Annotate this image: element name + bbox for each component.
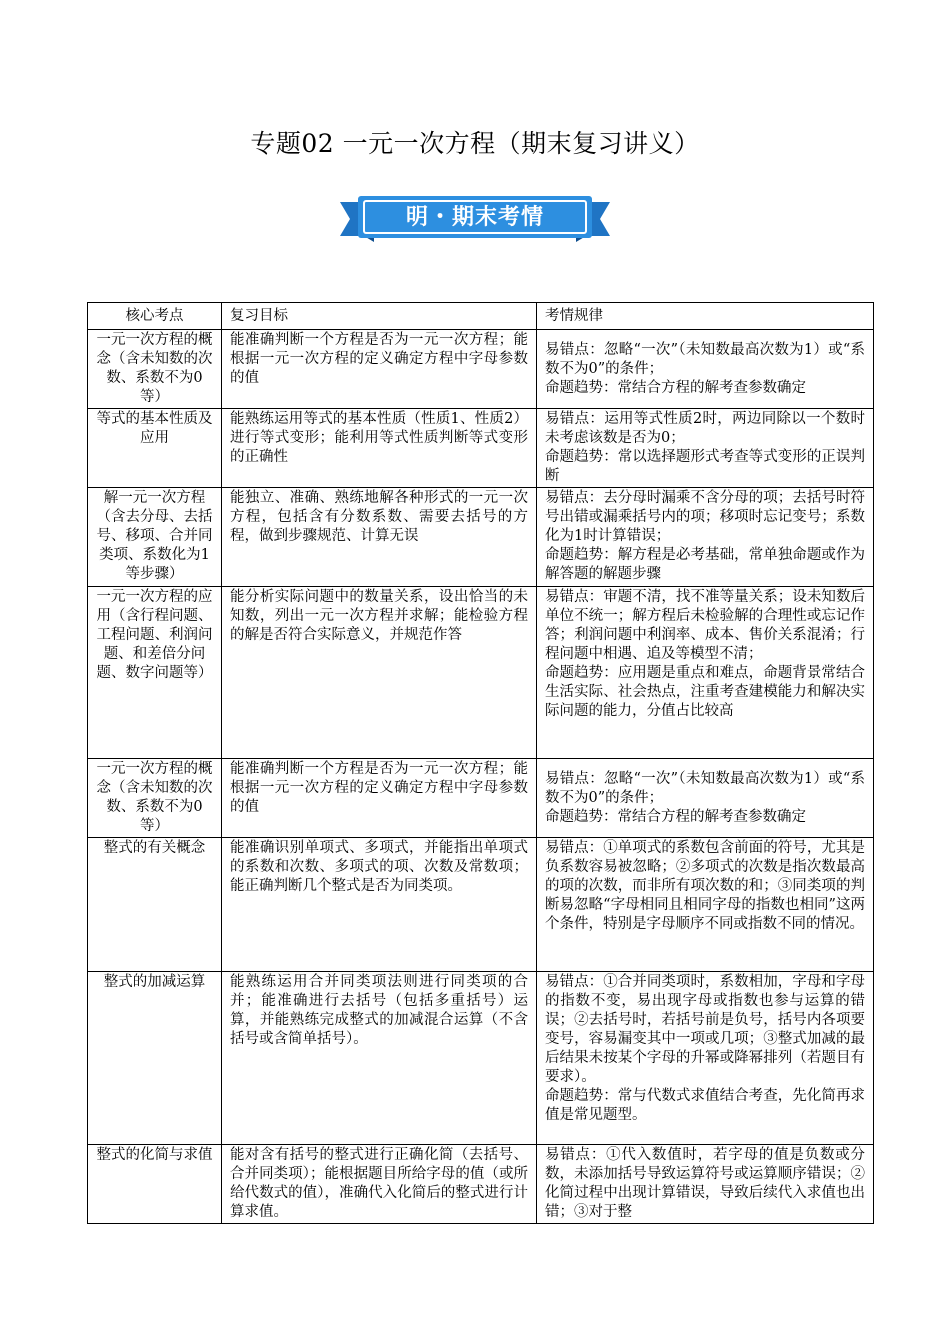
notes-cell [537,488,874,587]
goal-cell: 能独立、准确、熟练地解各种形式的一元一次方程，包括含有分数系数、需要去括号的方程，做到步骤规范、计算无误 [222,488,537,587]
notes-cell [537,972,874,1145]
note-line: 命题趋势：应用题是重点和难点，命题背景常结合生活实际、社会热点，注重考查建模能力和解决实际问题的能力，分值占比较高 [545,665,865,719]
section-banner [340,196,610,244]
goal-cell: 能对含有括号的整式进行正确化简（去括号、合并同类项）；能根据题目所给字母的值（或所给代数式的值），准确代入化简后的整式进行计算求值。 [222,1145,537,1224]
header-topic: 核心考点 [88,303,222,330]
note-line: 命题趋势：常以选择题形式考查等式变形的正误判断 [545,449,865,484]
topic-cell: 一元一次方程的概念（含未知数的次数、系数不为0等） [88,759,222,838]
note-line: 易错点：去分母时漏乘不含分母的项；去括号时符号出错或漏乘括号内的项；移项时忘记变号；系数化为1时计算错误； [545,490,865,544]
topic-cell: 一元一次方程的概念（含未知数的次数、系数不为0等） [88,330,222,409]
table-row [88,838,874,972]
table-header-row [88,303,874,330]
header-goal: 复习目标 [222,303,537,330]
topic-cell: 一元一次方程的应用（含行程问题、工程问题、利润问题、和差倍分问题、数字问题等） [88,587,222,759]
goal-cell: 能熟练运用合并同类项法则进行同类项的合并；能准确进行去括号（包括多重括号）运算，并能熟练完成整式的加减混合运算（不含括号或含简单括号）。 [222,972,537,1145]
note-line: 易错点：运用等式性质2时，两边同除以一个数时未考虑该数是否为0； [545,411,865,446]
exam-analysis-table [87,302,874,1224]
notes-cell [537,587,874,759]
topic-cell: 整式的化简与求值 [88,1145,222,1224]
topic-cell: 整式的有关概念 [88,838,222,972]
table-row [88,409,874,488]
table-row [88,972,874,1145]
note-line: 命题趋势：常结合方程的解考查参数确定 [545,808,806,825]
goal-cell: 能准确判断一个方程是否为一元一次方程；能根据一元一次方程的定义确定方程中字母参数的值 [222,330,537,409]
table-row [88,1145,874,1224]
topic-cell: 整式的加减运算 [88,972,222,1145]
notes-cell [537,330,874,409]
table-row [88,759,874,838]
table-row [88,488,874,587]
notes-cell [537,759,874,838]
page-title: 专题02 一元一次方程（期末复习讲义） [250,129,700,158]
notes-cell [537,838,874,972]
notes-cell [537,409,874,488]
goal-cell: 能准确识别单项式、多项式，并能指出单项式的系数和次数、多项式的项、次数及常数项；能正确判断几个整式是否为同类项。 [222,838,537,972]
table-row [88,330,874,409]
table-row [88,587,874,759]
header-notes: 考情规律 [537,303,874,330]
note-line: 易错点：①代入数值时，若字母的值是负数或分数，未添加括号导致运算符号或运算顺序错误；②化简过程中出现计算错误，导致后续代入求值也出错；③对于整 [545,1147,865,1220]
notes-cell [537,1145,874,1224]
note-line: 易错点：审题不清，找不准等量关系；设未知数后单位不统一；解方程后未检验解的合理性或忘记作答；利润问题中利润率、成本、售价关系混淆；行程问题中相遇、追及等模型不清； [545,589,865,662]
goal-cell: 能准确判断一个方程是否为一元一次方程；能根据一元一次方程的定义确定方程中字母参数的值 [222,759,537,838]
note-line: 易错点：①单项式的系数包含前面的符号，尤其是负系数容易被忽略；②多项式的次数是指次数最高的项的次数，而非所有项次数的和；③同类项的判断易忽略“字母相同且相同字母的指数也相同”这两个条件，特别是字母顺序不同或指数不同的情况。 [545,840,865,932]
banner-label: 明・期末考情 [405,205,544,230]
note-line: 易错点：①合并同类项时，系数相加，字母和字母的指数不变，易出现字母或指数也参与运算的错误；②去括号时，若括号前是负号，括号内各项要变号，容易漏变其中一项或几项；③整式加减的最后结果未按某个字母的升幂或降幂排列（若题目有要求）。 [545,974,865,1085]
note-line: 命题趋势：常结合方程的解考查参数确定 [545,379,806,396]
note-line: 易错点：忽略“一次”（未知数最高次数为1）或“系数不为0”的条件； [545,770,865,806]
note-line: 命题趋势：常与代数式求值结合考查，先化简再求值是常见题型。 [545,1088,865,1123]
note-line: 命题趋势：解方程是必考基础，常单独命题或作为解答题的解题步骤 [545,547,865,582]
note-line: 易错点：忽略“一次”（未知数最高次数为1）或“系数不为0”的条件； [545,341,865,377]
topic-cell: 解一元一次方程（含去分母、去括号、移项、合并同类项、系数化为1等步骤） [88,488,222,587]
goal-cell: 能熟练运用等式的基本性质（性质1、性质2）进行等式变形；能利用等式性质判断等式变形的正确性 [222,409,537,488]
goal-cell: 能分析实际问题中的数量关系，设出恰当的未知数，列出一元一次方程并求解；能检验方程的解是否符合实际意义，并规范作答 [222,587,537,759]
topic-cell: 等式的基本性质及应用 [88,409,222,488]
